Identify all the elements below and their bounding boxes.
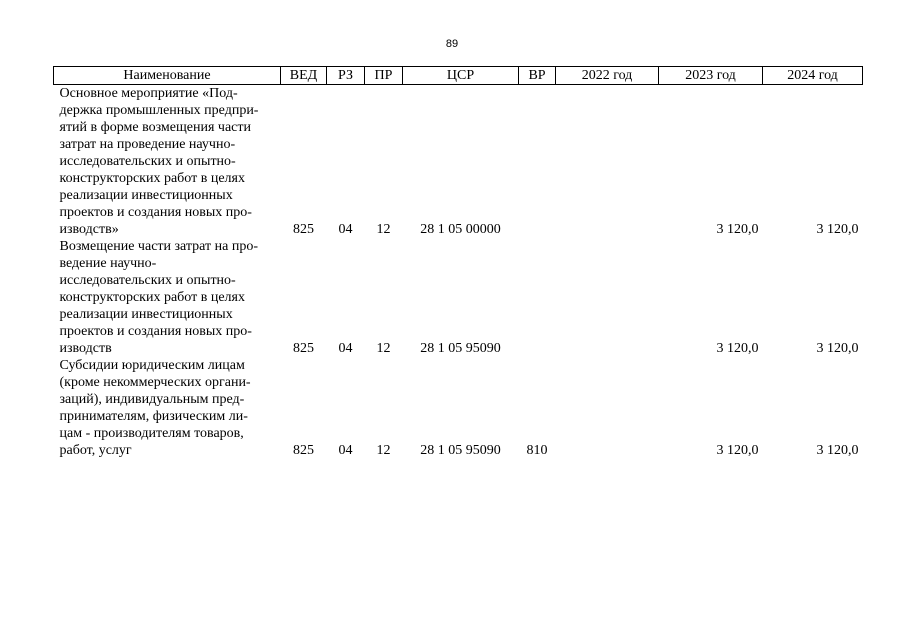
- row-2023: 3 120,0: [716, 222, 759, 237]
- row-2022: [556, 357, 659, 459]
- row-csr: 28 1 05 95090: [420, 443, 501, 458]
- row-2022: [556, 238, 659, 357]
- header-2024: 2024 год: [763, 67, 863, 85]
- row-2023: 3 120,0: [716, 341, 759, 356]
- header-2023: 2023 год: [659, 67, 763, 85]
- row-ved: 825: [293, 222, 314, 237]
- header-row: [54, 67, 863, 85]
- row-rz: 04: [338, 341, 353, 356]
- row-ved: 825: [293, 341, 314, 356]
- row-vr: [519, 85, 556, 239]
- table-row: [54, 357, 863, 459]
- row-name: Субсидии юридическим лицам (кроме некоммерческих органи- заций), индивидуальным пред- принимателям, физическим ли- цам - производителям товаров, работ, услуг: [59, 358, 251, 458]
- row-pr: 12: [376, 443, 391, 458]
- table-body: [54, 85, 863, 460]
- row-2024: 3 120,0: [816, 341, 859, 356]
- row-rz: 04: [338, 222, 353, 237]
- row-name: Возмещение части затрат на про- ведение научно- исследовательских и опытно- конструкторских работ в целях реализации инвестиционных проектов и создания новых про- изводств: [59, 239, 259, 356]
- header-vr: ВР: [519, 67, 556, 85]
- header-ved: ВЕД: [281, 67, 327, 85]
- row-pr: 12: [376, 222, 391, 237]
- row-name: Основное мероприятие «Под- держка промышленных предпри- ятий в форме возмещения части затрат на проведение научно- исследовательских и опытно- конструкторских работ в целях реализации инвестиционных проектов и создания новых про- изводств»: [59, 86, 259, 237]
- table-row: [54, 238, 863, 357]
- table-row: [54, 85, 863, 239]
- budget-table: [53, 66, 863, 459]
- table-header: [54, 67, 863, 85]
- row-ved: 825: [293, 443, 314, 458]
- row-rz: 04: [338, 443, 353, 458]
- header-csr: ЦСР: [403, 67, 519, 85]
- row-csr: 28 1 05 00000: [420, 222, 501, 237]
- row-2022: [556, 85, 659, 239]
- header-pr: ПР: [365, 67, 403, 85]
- header-2022: 2022 год: [556, 67, 659, 85]
- row-vr: 810: [526, 443, 548, 458]
- row-csr: 28 1 05 95090: [420, 341, 501, 356]
- row-pr: 12: [376, 341, 391, 356]
- row-2024: 3 120,0: [816, 443, 859, 458]
- header-rz: РЗ: [327, 67, 365, 85]
- row-2024: 3 120,0: [816, 222, 859, 237]
- row-2023: 3 120,0: [716, 443, 759, 458]
- row-vr: [519, 238, 556, 357]
- page-number: 89: [445, 38, 459, 50]
- header-name: Наименование: [54, 67, 281, 85]
